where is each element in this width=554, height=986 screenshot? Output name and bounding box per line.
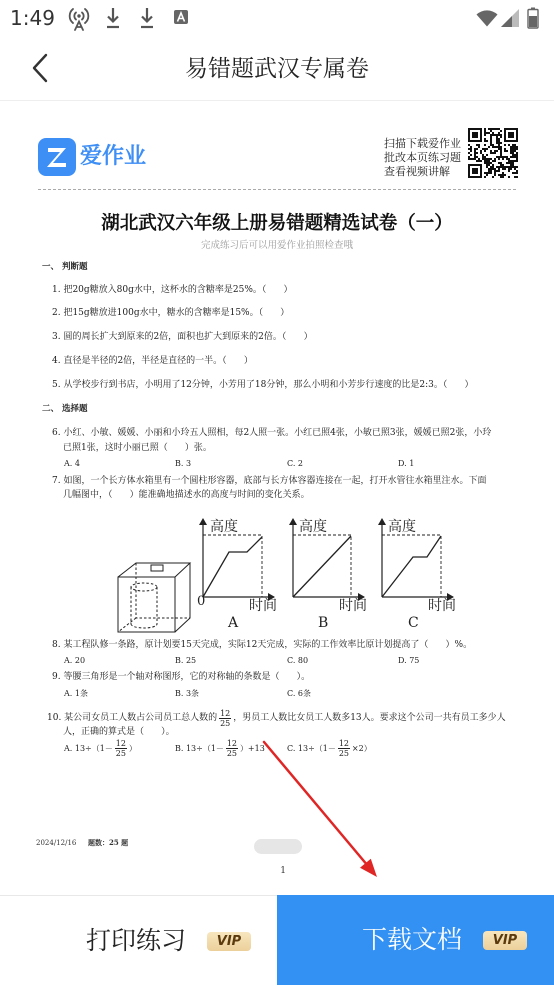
question-7-line: 7. 如图，一个长方体水箱里有一个圆柱形容器，底部与长方体容器连接在一起，打开水管往水箱里注水。下面	[52, 476, 487, 486]
promo-line: 批改本页练习题	[384, 151, 461, 164]
question-10-line: 人，正确的算式是（ ）。	[63, 727, 175, 737]
download-document-label: 下载文档	[362, 925, 463, 954]
paper-date: 2024/12/16	[36, 839, 77, 847]
signal-icon	[501, 9, 519, 27]
cylinder-container	[131, 583, 157, 628]
guide-dashed	[203, 535, 262, 597]
graph-b	[293, 518, 367, 631]
option: B. 3	[175, 459, 192, 468]
question-7-line: 几幅图中，（ ）能准确地描述水的高度与时间的变化关系。	[63, 490, 310, 500]
option-text: A. 13÷（1－	[64, 743, 113, 753]
option: D. 1	[398, 459, 415, 468]
y-axis-label: 高度	[299, 519, 327, 535]
origin-label: 0	[197, 594, 206, 609]
question-6-line: 已照1张，这时小丽已照（ ）张。	[63, 443, 212, 453]
graph-letter: A	[228, 615, 239, 631]
fraction-denominator: 25	[115, 748, 126, 758]
guide-dashed	[382, 535, 441, 597]
x-axis-label: 时间	[428, 598, 456, 614]
y-axis-label: 高度	[210, 519, 238, 535]
question-10-text: ，男员工人数比女员工人数多13人。要求这个公司一共有员工多少人	[233, 713, 506, 723]
fraction-numerator: 12	[226, 738, 238, 748]
fraction-denominator: 25	[338, 748, 349, 758]
option: C. 6条	[287, 689, 312, 698]
question-5: 5. 从学校步行到书店，小明用了12分钟，小芳用了18分钟，那么小明和小芳步行速度的比是2:3。（ ）	[52, 380, 474, 390]
graph-line	[293, 536, 351, 597]
paper-title: 湖北武汉六年级上册易错题精选试卷（一）	[101, 213, 453, 234]
hotspot-icon	[66, 7, 92, 31]
option-text: ）	[128, 743, 137, 753]
battery-icon	[527, 7, 539, 29]
question-8: 8. 某工程队修一条路，原计划要15天完成，实际12天完成，实际的工作效率比原计划提高了（ ）%。	[52, 640, 473, 650]
fraction	[226, 739, 238, 758]
print-practice-label: 打印练习	[86, 926, 187, 955]
question-3: 3. 圆的周长扩大到原来的2倍，面积也扩大到原来的2倍。（ ）	[52, 332, 313, 342]
status-time: 1:49	[10, 6, 55, 30]
fraction-numerator: 12	[220, 708, 231, 718]
arrow-shaft	[264, 742, 366, 863]
print-practice-button[interactable]	[0, 895, 277, 986]
graph-letter: B	[318, 615, 329, 631]
arrow-head	[360, 859, 377, 877]
option: A. 1条	[64, 689, 88, 698]
option: C. 2	[287, 459, 304, 468]
graph-letter: C	[408, 615, 419, 631]
y-axis-label: 高度	[388, 519, 416, 535]
paper-subtitle: 完成练习后可以用爱作业拍照检查哦	[200, 240, 353, 251]
question-6-line: 6. 小红、小敏、媛媛、小丽和小玲五人照相，每2人照一张。小红已照4张，小敏已照3张，媛媛已照2张，小玲	[52, 428, 492, 438]
x-axis-label: 时间	[249, 598, 277, 614]
question-4: 4. 直径是半径的2倍，半径是直径的一半。（ ）	[52, 356, 253, 366]
water-tank-drawing	[118, 563, 190, 632]
question-9: 9. 等腰三角形是一个轴对称图形，它的对称轴的条数是（ ）。	[52, 672, 311, 682]
fraction-denominator: 25	[226, 748, 238, 758]
question-10-text: 10. 某公司女员工人数占公司员工总人数的	[47, 713, 218, 723]
promo-line: 查看视频讲解	[384, 165, 450, 178]
graph-line	[203, 537, 262, 597]
page-number: 1	[280, 866, 286, 876]
fraction-numerator: 12	[338, 738, 349, 748]
option-text: B. 13÷（1－	[175, 743, 224, 753]
option: D. 75	[398, 656, 420, 665]
option: A. 20	[64, 656, 86, 665]
option: B. 3条	[175, 689, 200, 698]
vip-badge: VIP	[207, 932, 251, 951]
fraction-denominator: 25	[220, 718, 231, 728]
paper-question-count: 题数：25 题	[88, 838, 129, 847]
a-notification-icon	[174, 10, 188, 24]
section-heading: 二、 选择题	[42, 404, 88, 414]
graph-c	[382, 518, 456, 631]
section-heading: 一、 判断题	[42, 262, 88, 272]
fraction	[115, 739, 127, 758]
page-title: 易错题武汉专属卷	[185, 56, 369, 82]
option-text: ×2）	[351, 743, 372, 753]
option	[64, 737, 137, 759]
option: A. 4	[64, 459, 80, 468]
graph-a	[197, 518, 277, 631]
promo-line: 扫描下载爱作业	[384, 137, 461, 150]
wifi-icon	[476, 9, 498, 27]
download-document-button[interactable]	[277, 895, 554, 985]
app-logo-icon	[38, 138, 76, 176]
option-text: ）+13	[239, 743, 265, 753]
option: C. 80	[287, 656, 309, 665]
x-axis-label: 时间	[339, 598, 367, 614]
vip-badge: VIP	[483, 931, 527, 950]
red-arrow-annotation	[250, 730, 385, 885]
question-1: 1. 把20g糖放入80g水中，这杯水的含糖率是25%。（ ）	[52, 285, 293, 295]
fraction	[219, 709, 231, 728]
option: B. 25	[175, 656, 197, 665]
qr-code	[468, 128, 518, 178]
question-7-figure	[100, 505, 470, 637]
question-2: 2. 把15g糖放进100g水中，糖水的含糖率是15%。（ ）	[52, 308, 290, 318]
fraction-numerator: 12	[115, 738, 126, 748]
logo-text: 爱作业	[80, 144, 147, 169]
download-icon	[106, 7, 120, 29]
option-text: C. 13÷（1－	[287, 743, 336, 753]
header-dashed-divider	[38, 189, 516, 190]
download-icon	[140, 7, 154, 29]
graph-line	[382, 536, 441, 597]
